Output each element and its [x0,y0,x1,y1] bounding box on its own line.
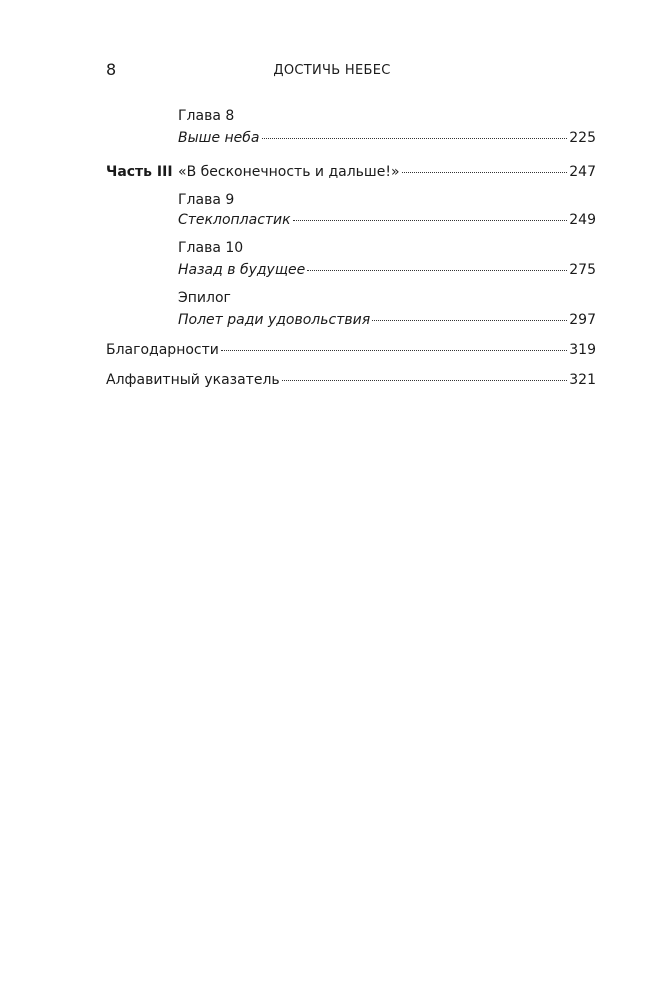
toc-entry-part-3[interactable] [178,162,596,182]
dot-leader [282,380,568,381]
epilogue-page: 297 [569,312,596,328]
dot-leader [307,270,567,271]
part-3-title: «В бесконечность и дальше!» [178,164,400,180]
chapter-10-title: Назад в будущее [178,262,306,278]
acknowledgements-page: 319 [569,342,596,358]
part-3-label: Часть III [106,164,173,180]
chapter-10-page: 275 [569,262,596,278]
dot-leader [402,172,568,173]
toc-entry-index[interactable] [106,370,596,390]
index-title: Алфавитный указатель [106,372,280,388]
chapter-8-label: Глава 8 [178,108,235,124]
chapter-8-page: 225 [569,130,596,146]
chapter-8-title: Выше неба [178,130,260,146]
chapter-9-title: Стеклопластик [178,212,291,228]
chapter-9-page: 249 [569,212,596,228]
toc-entry-epilogue[interactable] [178,310,596,330]
toc-entry-chapter-8[interactable] [178,128,596,148]
dot-leader [262,138,568,139]
epilogue-label: Эпилог [178,290,231,306]
index-page: 321 [569,372,596,388]
epilogue-title: Полет ради удовольствия [178,312,371,328]
toc-entry-chapter-10[interactable] [178,260,596,280]
page-number: 8 [106,60,117,79]
chapter-10-label: Глава 10 [178,240,244,256]
acknowledgements-title: Благодарности [106,342,219,358]
toc-entry-chapter-9[interactable] [178,210,596,230]
dot-leader [221,350,567,351]
dot-leader [293,220,568,221]
chapter-9-label: Глава 9 [178,192,235,208]
dot-leader [372,320,567,321]
toc-entry-acknowledgements[interactable] [106,340,596,360]
running-title: ДОСТИЧЬ НЕБЕС [273,63,391,78]
part-3-page: 247 [569,164,596,180]
